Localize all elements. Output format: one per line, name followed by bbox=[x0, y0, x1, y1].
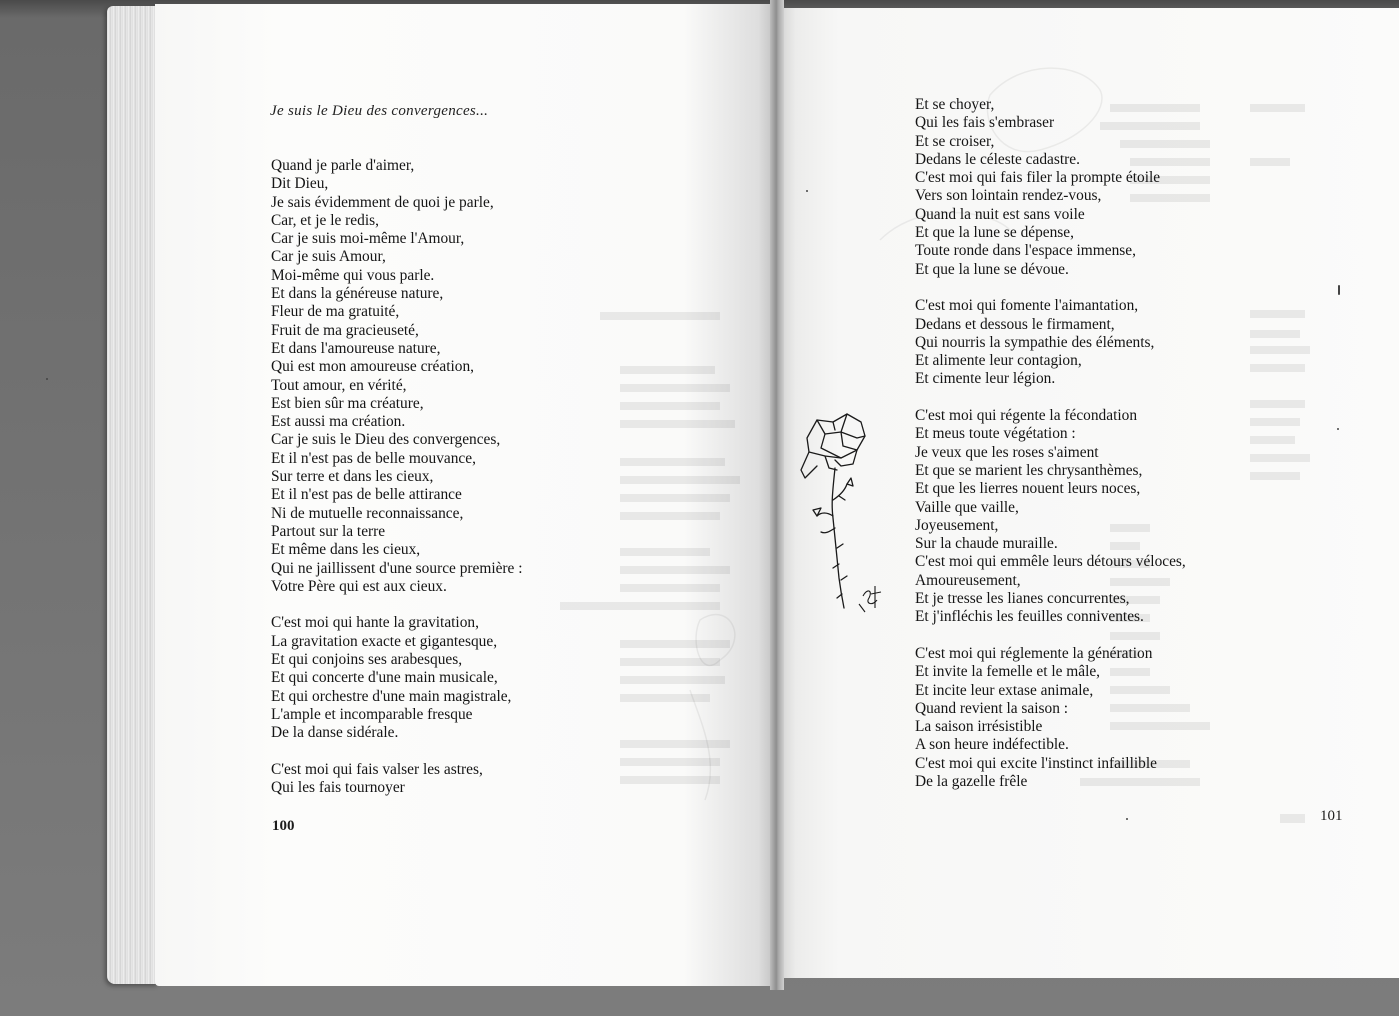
poem-line: Et incite leur extase animale, bbox=[915, 681, 1094, 699]
poem-line: Car, et je le redis, bbox=[271, 211, 379, 229]
poem-line: Et que la lune se dévoue. bbox=[915, 260, 1069, 278]
poem-line: Dedans et dessous le firmament, bbox=[915, 315, 1115, 333]
rose-drawing-icon bbox=[795, 408, 890, 618]
poem-line: Tout amour, en vérité, bbox=[271, 376, 407, 394]
poem-line: Et dans la généreuse nature, bbox=[271, 285, 444, 303]
paper-speck bbox=[1337, 428, 1339, 430]
poem-line: C'est moi qui régente la fécondation bbox=[915, 407, 1138, 425]
paper-speck bbox=[1126, 818, 1128, 820]
poem-line: C'est moi qui fomente l'aimantation, bbox=[915, 297, 1139, 315]
poem-line: C'est moi qui fais valser les astres, bbox=[271, 760, 483, 778]
poem-line: Quand je parle d'aimer, bbox=[271, 157, 415, 174]
poem-line: Car je suis Amour, bbox=[271, 248, 386, 266]
poem-line: Qui ne jaillissent d'une source première : bbox=[271, 559, 523, 577]
left-page-poem bbox=[271, 157, 523, 797]
poem-line: Et je tresse les lianes concurrentes, bbox=[915, 590, 1130, 608]
poem-line: Et que les lierres nouent leurs noces, bbox=[915, 480, 1141, 498]
poem-line: Dit Dieu, bbox=[271, 175, 329, 193]
poem-line: A son heure indéfectible. bbox=[915, 736, 1069, 754]
poem-line: Sur terre et dans les cieux, bbox=[271, 468, 434, 486]
stanza-gap bbox=[915, 279, 1186, 297]
poem-line: Est aussi ma création. bbox=[271, 413, 406, 431]
poem-line: Joyeusement, bbox=[915, 516, 999, 534]
poem-line: Je sais évidemment de quoi je parle, bbox=[271, 193, 494, 211]
poem-line: Dedans le céleste cadastre. bbox=[915, 150, 1080, 168]
poem-line: Et alimente leur contagion, bbox=[915, 352, 1082, 370]
poem-line: Sur la chaude muraille. bbox=[915, 535, 1058, 553]
poem-line: Vers son lointain rendez-vous, bbox=[915, 187, 1102, 205]
poem-line: Et que se marient les chrysanthèmes, bbox=[915, 461, 1143, 479]
poem-line: Partout sur la terre bbox=[271, 522, 386, 540]
poem-line: Et cimente leur légion. bbox=[915, 370, 1056, 388]
poem-line: Quand la nuit est sans voile bbox=[915, 205, 1085, 223]
poem-line: Vaille que vaille, bbox=[915, 498, 1019, 516]
poem-line: Qui les fais s'embraser bbox=[915, 114, 1055, 132]
stanza-gap bbox=[271, 743, 523, 761]
poem-line: La saison irrésistible bbox=[915, 718, 1043, 736]
poem-line: Et même dans les cieux, bbox=[271, 541, 421, 559]
poem-line: Fleur de ma gratuité, bbox=[271, 303, 400, 321]
poem-line: De la danse sidérale. bbox=[271, 724, 399, 742]
epigraph: Je suis le Dieu des convergences... bbox=[270, 103, 489, 119]
poem-line: Car je suis moi-même l'Amour, bbox=[271, 230, 465, 248]
paper-speck bbox=[806, 190, 808, 192]
poem-line: Et qui orchestre d'une main magistrale, bbox=[271, 687, 512, 705]
poem-line: Fruit de ma gracieuseté, bbox=[271, 321, 419, 339]
poem-line: Et meus toute végétation : bbox=[915, 425, 1076, 443]
poem-line: Et il n'est pas de belle attirance bbox=[271, 486, 462, 504]
poem-line: L'ample et incomparable fresque bbox=[271, 705, 473, 723]
poem-line: Et se choyer, bbox=[915, 96, 995, 113]
poem-line: Je veux que les roses s'aiment bbox=[915, 443, 1099, 461]
stanza-gap bbox=[915, 389, 1186, 407]
stanza-gap bbox=[271, 596, 523, 614]
paper-speck bbox=[1338, 285, 1340, 295]
poem-line: Et qui conjoins ses arabesques, bbox=[271, 651, 463, 669]
poem-line: Et il n'est pas de belle mouvance, bbox=[271, 449, 476, 467]
paper-speck bbox=[46, 378, 48, 380]
poem-line: C'est moi qui fais filer la prompte étoile bbox=[915, 169, 1161, 187]
stanza-gap bbox=[915, 627, 1186, 645]
poem-line: Et j'infléchis les feuilles conniventes. bbox=[915, 608, 1144, 626]
poem-line: Et qui concerte d'une main musicale, bbox=[271, 669, 498, 687]
page-number-left: 100 bbox=[272, 818, 295, 834]
poem-line: Votre Père qui est aux cieux. bbox=[271, 577, 447, 595]
poem-line: Amoureusement, bbox=[915, 571, 1021, 589]
poem-line: C'est moi qui réglemente la génération bbox=[915, 644, 1153, 662]
poem-line: Et que la lune se dépense, bbox=[915, 224, 1074, 242]
poem-line: Moi-même qui vous parle. bbox=[271, 266, 435, 284]
poem-line: Est bien sûr ma créature, bbox=[271, 394, 424, 412]
poem-line: La gravitation exacte et gigantesque, bbox=[271, 632, 498, 650]
poem-line: C'est moi qui hante la gravitation, bbox=[271, 614, 479, 632]
poem-line: Toute ronde dans l'espace immense, bbox=[915, 242, 1136, 260]
poem-line: De la gazelle frêle bbox=[915, 772, 1028, 790]
page-number-right: 101 bbox=[1320, 808, 1343, 824]
right-page-poem bbox=[915, 96, 1186, 791]
poem-line: Qui les fais tournoyer bbox=[271, 779, 405, 797]
poem-line: Qui nourris la sympathie des éléments, bbox=[915, 333, 1155, 351]
poem-line: Et se croiser, bbox=[915, 132, 995, 150]
poem-line: Et dans l'amoureuse nature, bbox=[271, 339, 441, 357]
poem-line: Quand revient la saison : bbox=[915, 699, 1069, 717]
poem-line: Qui est mon amoureuse création, bbox=[271, 358, 475, 376]
poem-line: C'est moi qui emmêle leurs détours véloces, bbox=[915, 553, 1186, 571]
poem-line: C'est moi qui excite l'instinct infaillible bbox=[915, 754, 1157, 772]
poem-line: Et invite la femelle et le mâle, bbox=[915, 663, 1101, 681]
poem-line: Car je suis le Dieu des convergences, bbox=[271, 431, 501, 449]
poem-line: Ni de mutuelle reconnaissance, bbox=[271, 504, 464, 522]
